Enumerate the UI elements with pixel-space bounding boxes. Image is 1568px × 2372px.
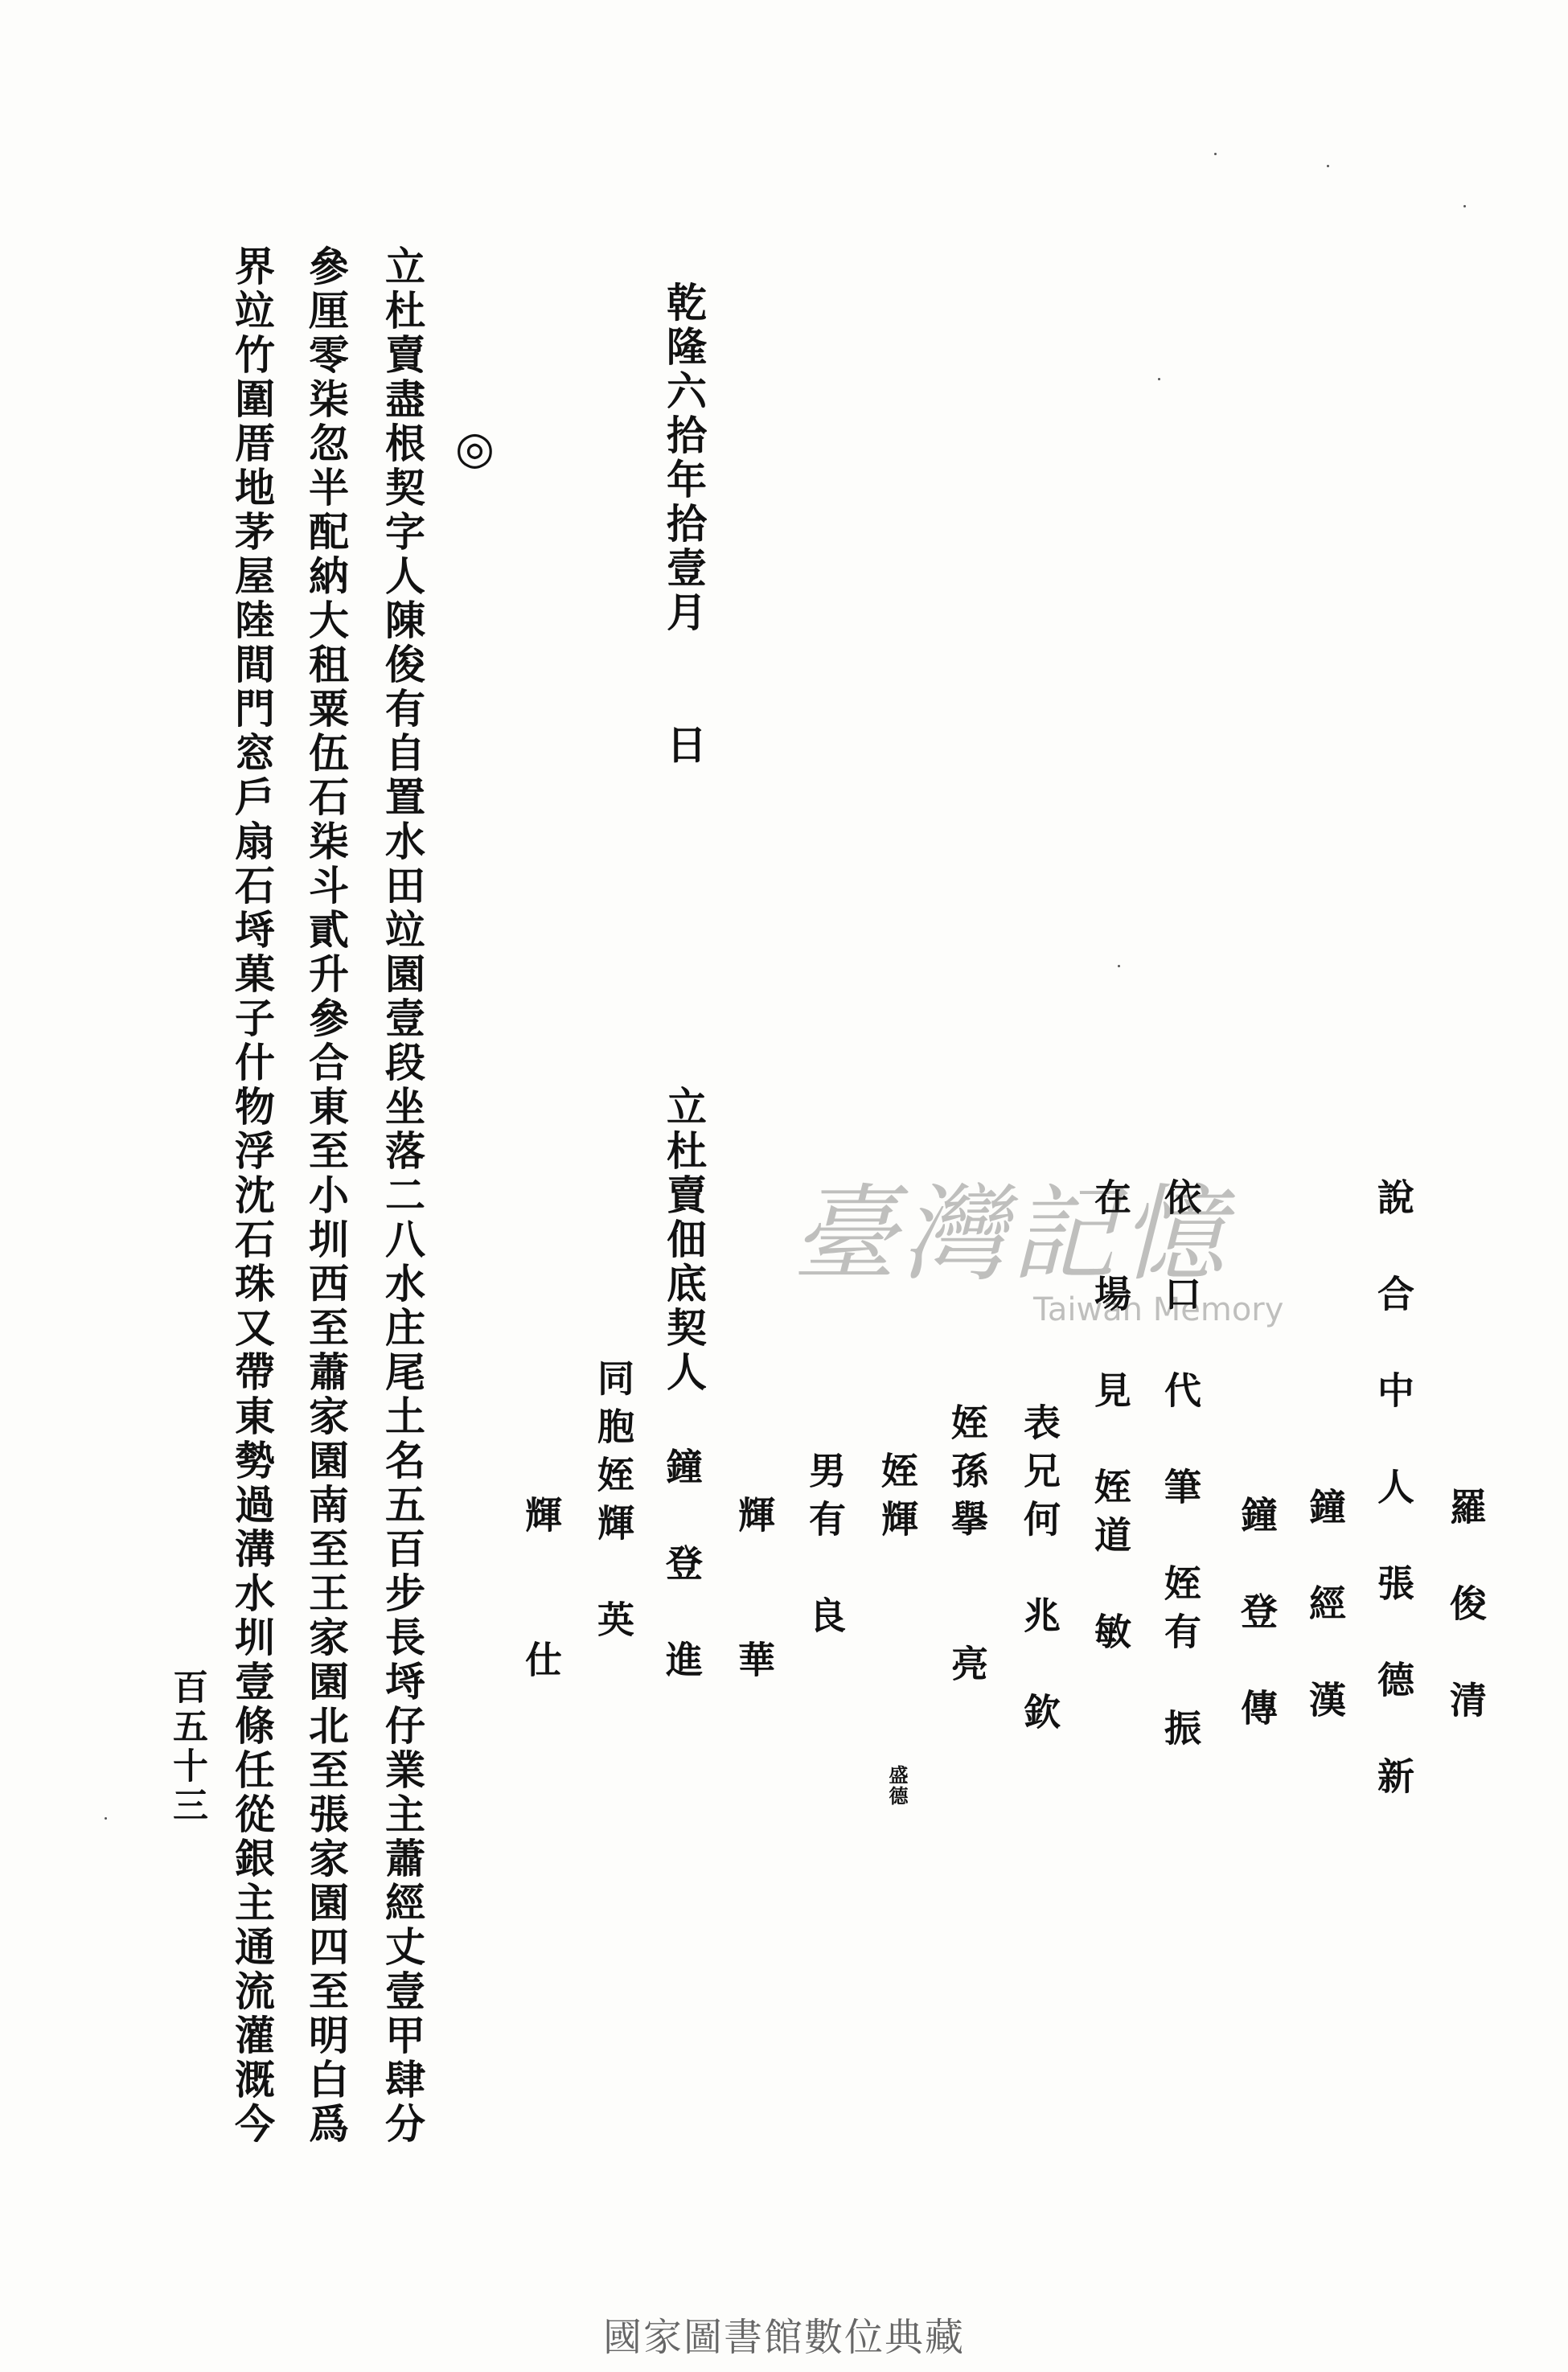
main-text-column-3: 界竝竹圍厝地茅屋陸間門窓戶扇石埓菓子什物浮沈石珠又帶東勢過溝水圳壹條任從銀主通流灌溉今	[228, 245, 276, 2147]
watermark-chinese: 臺灣記憶	[792, 1173, 1230, 1295]
signatory-son: 男有 良	[803, 1451, 847, 1644]
watermark-logo	[792, 1173, 1284, 1328]
signatory-zhong-jing-han: 鐘 經 漢	[1303, 1488, 1347, 1729]
signatory-witness: 在 場 見 姪道 敏	[1089, 1178, 1132, 1660]
signatory-hui-shi: 輝 仕	[519, 1496, 563, 1689]
scan-speck	[1214, 153, 1217, 155]
signatory-lo-jun-qing: 羅 俊 清	[1444, 1488, 1488, 1729]
scan-speck	[1158, 378, 1160, 380]
signatory-zhong-deng-chuan: 鐘 登 傳	[1235, 1496, 1279, 1737]
main-text-column-1: 立杜賣盡根契字人陳俊有自置水田竝園壹段坐落二八水庄尾土名五百步長埓仔業主蕭經丈壹甲肆分	[379, 245, 426, 2147]
page-number: 百五十三	[166, 1668, 207, 1826]
signatory-cousin-he: 表兄何 兆 欽	[1018, 1403, 1061, 1741]
date-line: 乾隆六拾年拾壹月 日	[660, 281, 708, 768]
signatory-grandnephew: 姪孫擧 亮	[946, 1403, 989, 1693]
signatory-mediator-zhang: 說 合 中 人 張 德 新	[1372, 1178, 1415, 1805]
scan-speck	[1327, 165, 1329, 167]
signatory-nephew-hui: 姪輝	[876, 1451, 919, 1548]
watermark-english: Taiwan Memory	[1033, 1291, 1284, 1328]
signatory-scribe: 依 口 代 筆 姪有 振	[1159, 1178, 1202, 1757]
signatory-hui-hua: 輝 華	[733, 1496, 776, 1689]
section-mark-icon: ◎	[455, 422, 495, 474]
scan-speck	[1118, 965, 1120, 967]
main-text-column-2: 參厘零柒忽半配納大租粟伍石柒斗貳升參合東至小圳西至蕭家園南至王家園北至張家園四至明白爲	[302, 245, 350, 2147]
archive-footer: 國家圖書館數位典藏	[602, 2315, 965, 2360]
signatory-sibling-nephew: 同胞姪輝 英	[592, 1359, 635, 1648]
seller-label: 立杜賣佃底契人	[660, 1085, 708, 1395]
scan-speck	[1463, 205, 1466, 207]
seller-name: 鐘 登 進	[660, 1447, 704, 1689]
signatory-small-note: 盛德	[885, 1765, 909, 1807]
scan-speck	[105, 1817, 107, 1820]
